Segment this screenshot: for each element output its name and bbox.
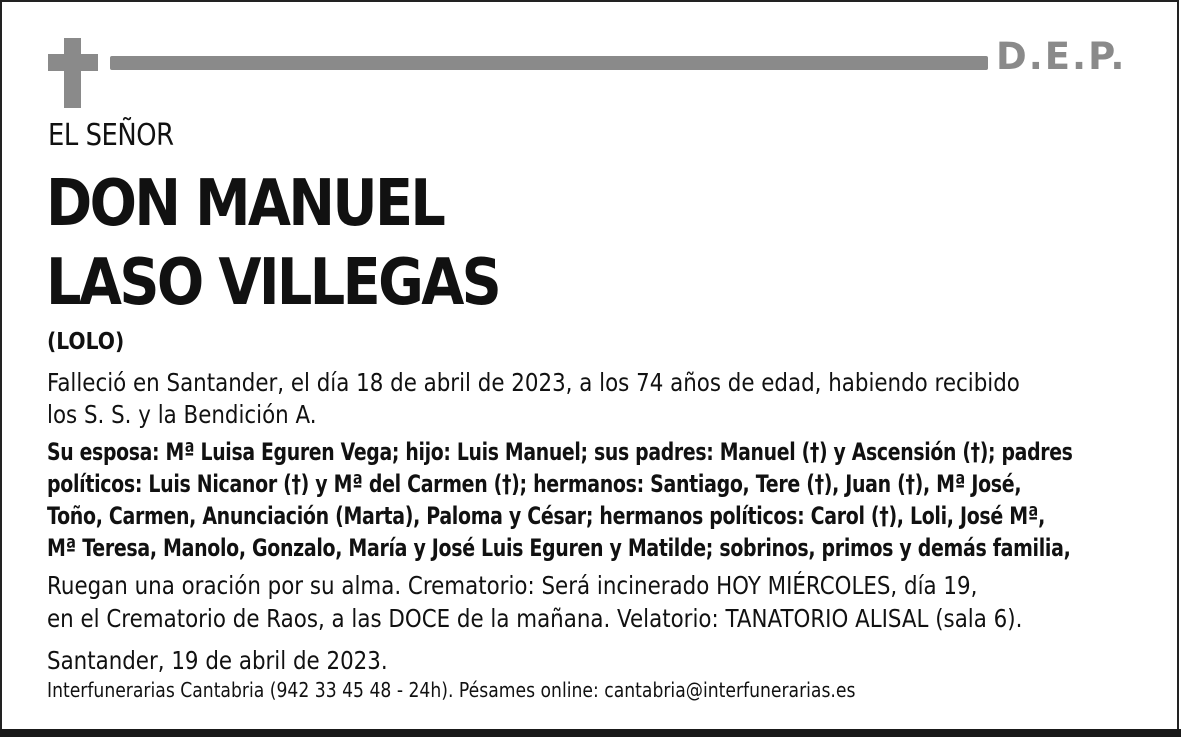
deceased-name-line2: LASO VILLEGAS: [46, 246, 500, 320]
death-announcement-line2: los S. S. y la Bendición A.: [47, 400, 317, 429]
nickname: (LOLO): [47, 329, 125, 355]
family-line1: Su esposa: Mª Luisa Eguren Vega; hijo: Luis Manuel; sus padres: Manuel (†) y Ascensión (†); padres: [47, 438, 1073, 466]
bottom-border: [0, 729, 1181, 737]
family-line4: Mª Teresa, Manolo, Gonzalo, María y José Luis Eguren y Matilde; sobrinos, primos y demás familia,: [47, 534, 1071, 562]
prayer-line2: en el Crematorio de Raos, a las DOCE de la mañana. Velatorio: TANATORIO ALISAL (sala 6).: [47, 604, 1023, 633]
header-rule: [110, 56, 988, 70]
dep-badge: D.E.P.: [996, 35, 1127, 78]
honorific: EL SEÑOR: [48, 118, 174, 153]
family-line3: Toño, Carmen, Anunciación (Marta), Paloma y César; hermanos políticos: Carol (†), Loli, José Mª,: [47, 502, 1046, 530]
prayer-line1: Ruegan una oración por su alma. Crematorio: Será incinerado HOY MIÉRCOLES, día 19,: [47, 571, 978, 600]
deceased-name-line1: DON MANUEL: [46, 167, 444, 241]
place-date: Santander, 19 de abril de 2023.: [47, 646, 388, 675]
death-announcement-line1: Falleció en Santander, el día 18 de abril de 2023, a los 74 años de edad, habiendo recibido: [47, 368, 1020, 397]
family-line2: políticos: Luis Nicanor (†) y Mª del Carmen (†); hermanos: Santiago, Tere (†), Juan (†), Mª José,: [47, 470, 1022, 498]
footer-contact: Interfunerarias Cantabria (942 33 45 48 - 24h). Pésames online: cantabria@interfunerarias.es: [47, 678, 856, 702]
